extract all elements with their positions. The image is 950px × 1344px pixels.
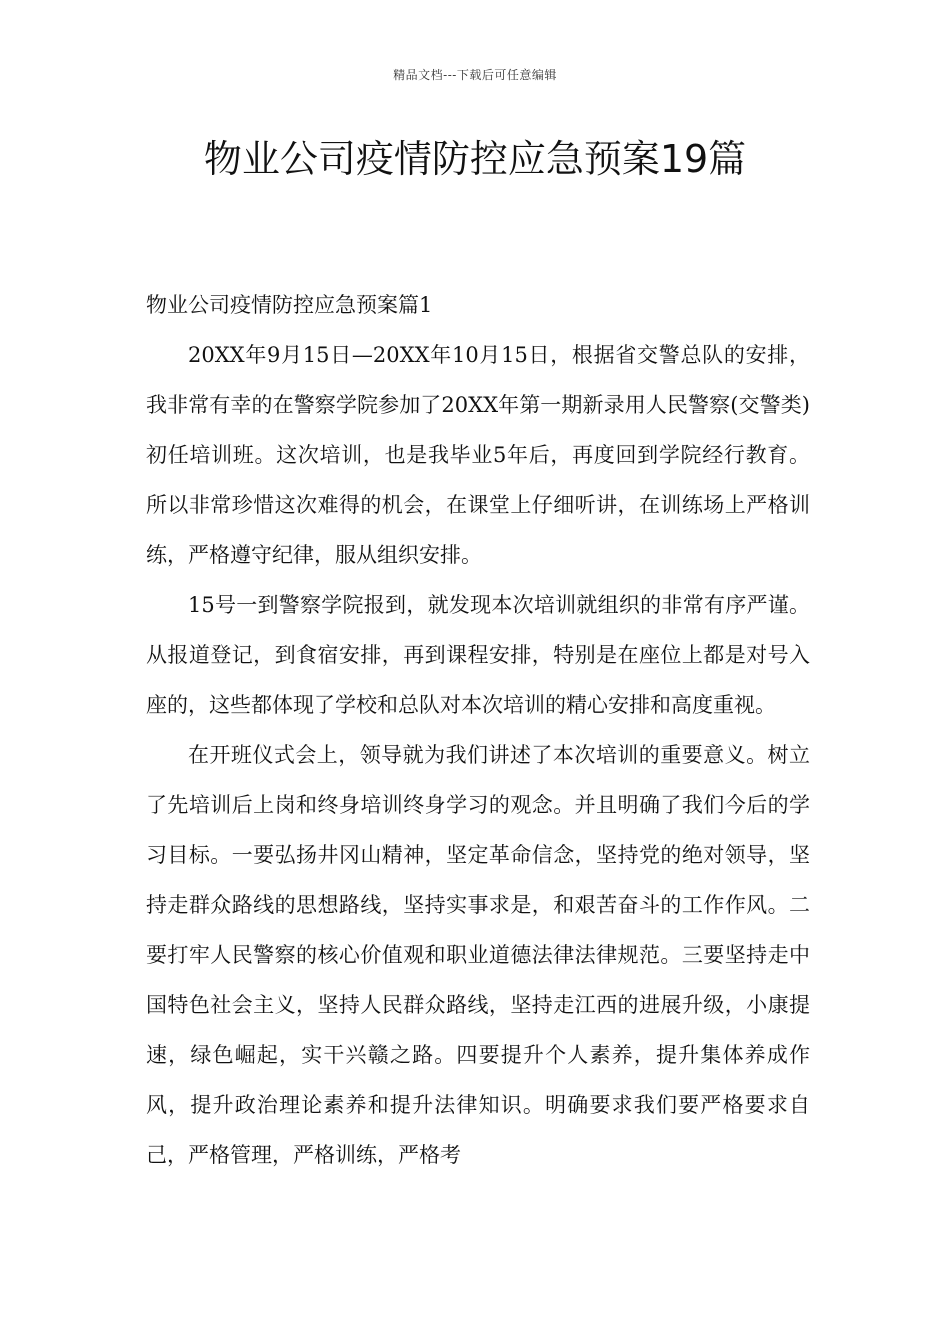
section-heading: 物业公司疫情防控应急预案篇1 — [146, 293, 433, 317]
paragraph-3: 在开班仪式会上，领导就为我们讲述了本次培训的重要意义。树立了先培训后上岗和终身培训终身学习的观念。并且明确了我们今后的学习目标。一要弘扬井冈山精神，坚定革命信念，坚持党的绝对领导，坚持走群众路线的思想路线，坚持实事求是，和艰苦奋斗的工作作风。二要打牢人民警察的核心价值观和职业道德法律法律规范。三要坚持走中国特色社会主义，坚持人民群众路线，坚持走江西的进展升级，小康提速，绿色崛起，实干兴赣之路。四要提升个人素养，提升集体养成作风，提升政治理论素养和提升法律知识。明确要求我们要严格要求自己，严格管理，严格训练，严格考 — [146, 743, 810, 1167]
paragraph-2: 15号一到警察学院报到，就发现本次培训就组织的非常有序严谨。从报道登记，到食宿安排，再到课程安排，特别是在座位上都是对号入座的，这些都体现了学校和总队对本次培训的精心安排和高度重视。 — [146, 593, 810, 717]
paragraph-1: 20XX年9月15日—20XX年10月15日，根据省交警总队的安排，我非常有幸的在警察学院参加了20XX年第一期新录用人民警察(交警类)初任培训班。这次培训，也是我毕业5年后，再度回到学院经行教育。所以非常珍惜这次难得的机会，在课堂上仔细听讲，在训练场上严格训练，严格遵守纪律，服从组织安排。 — [146, 343, 810, 567]
document-title: 物业公司疫情防控应急预案19篇 — [203, 137, 747, 181]
header-note: 精品文档---下载后可任意编辑 — [393, 68, 557, 82]
document-body — [146, 280, 810, 1180]
